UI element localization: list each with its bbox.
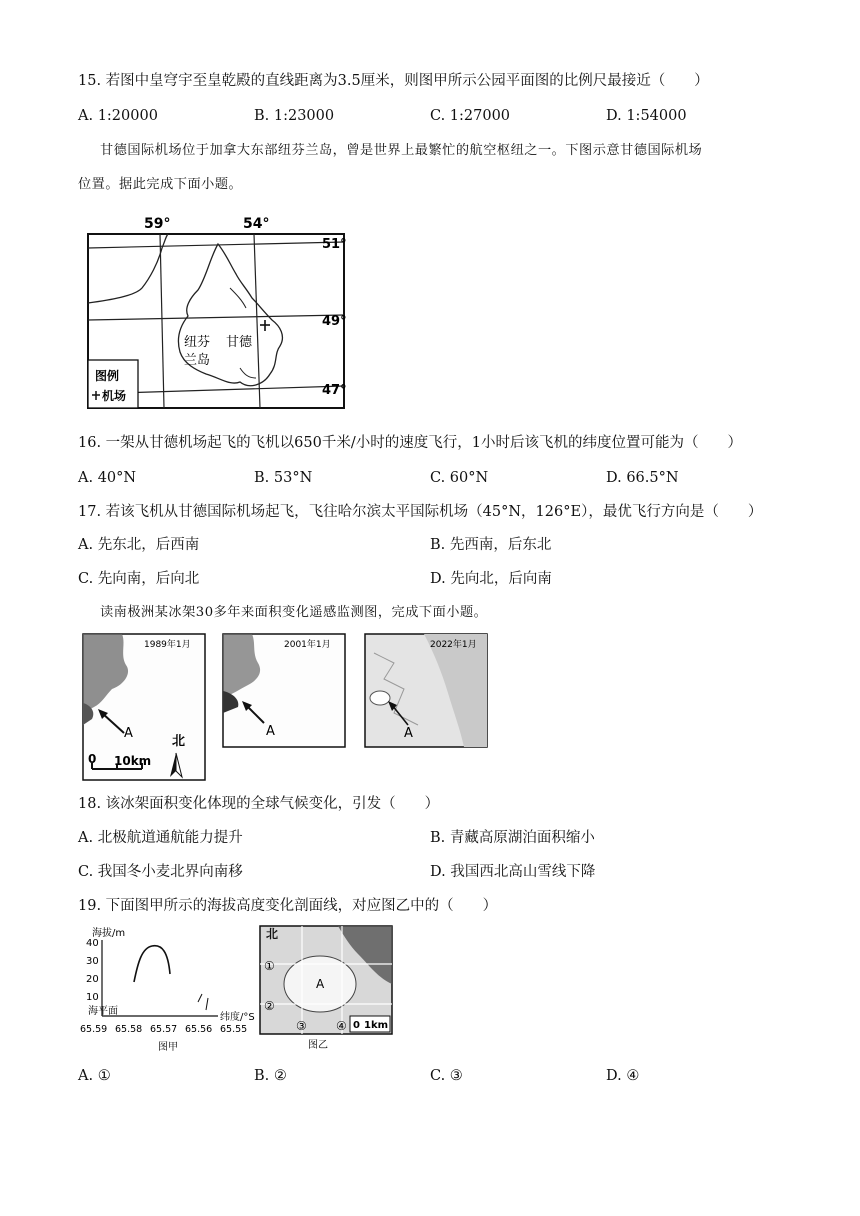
profile-ylabel: 海拔/m — [92, 928, 126, 939]
q17-option-a[interactable]: A. 先东北，后西南 — [78, 537, 200, 553]
sea-level-label: 海平面 — [88, 1006, 118, 1017]
intro-gander-line2: 位置。据此完成下面小题。 — [78, 177, 243, 192]
city-label: 甘德 — [226, 335, 253, 350]
q18-option-d[interactable]: D. 我国西北高山雪线下降 — [430, 864, 596, 880]
xtick-5: 65.55 — [220, 1024, 248, 1035]
lat-label-49: 49° — [322, 314, 347, 329]
q15-option-a[interactable]: A. 1:20000 — [78, 108, 158, 124]
ytick-40: 40 — [86, 938, 99, 949]
scale-label: 10km — [114, 754, 152, 768]
marker-4: ④ — [336, 1019, 347, 1033]
ytick-20: 20 — [86, 974, 99, 985]
ice-panel-2022 — [364, 633, 488, 748]
map-yi — [258, 924, 394, 1052]
q15-option-b[interactable]: B. 1:23000 — [254, 108, 335, 124]
q18-option-c[interactable]: C. 我国冬小麦北界向南移 — [78, 864, 243, 880]
q18-option-a[interactable]: A. 北极航道通航能力提升 — [78, 830, 243, 846]
q16-option-d[interactable]: D. 66.5°N — [606, 470, 679, 486]
map-yi-scale-label: 1km — [364, 1020, 389, 1031]
ytick-10: 10 — [86, 992, 99, 1003]
q16-stem: 16. 一架从甘德机场起飞的飞机以650千米/小时的速度飞行，1小时后该飞机的纬度位置可能为（ ） — [78, 435, 742, 451]
lat-label-47: 47° — [322, 383, 347, 398]
q17-stem: 17. 若该飞机从甘德国际机场起飞，飞往哈尔滨太平国际机场（45°N，126°E），最优飞行方向是（ ） — [78, 504, 763, 520]
q15-stem: 15. 若图中皇穹宇至皇乾殿的直线距离为3.5厘米，则图甲所示公园平面图的比例尺最接近（ ） — [78, 73, 709, 89]
island-label-1: 纽芬 — [184, 335, 211, 350]
lon-label-54: 54° — [243, 216, 270, 232]
map-yi-a: A — [316, 977, 325, 991]
intro-ice: 读南极洲某冰架30多年来面积变化遥感监测图，完成下面小题。 — [100, 605, 488, 620]
profile-xlabel: 纬度/°S — [220, 1012, 255, 1023]
xtick-3: 65.57 — [150, 1024, 178, 1035]
island-label-2: 兰岛 — [184, 353, 211, 368]
xtick-1: 65.59 — [80, 1024, 108, 1035]
q17-option-c[interactable]: C. 先向南，后向北 — [78, 571, 200, 587]
marker-1: ① — [264, 959, 275, 973]
q19-option-d[interactable]: D. ④ — [606, 1068, 640, 1084]
q19-option-b[interactable]: B. ② — [254, 1068, 287, 1084]
intro-gander-line1: 甘德国际机场位于加拿大东部纽芬兰岛，曾是世界上最繁忙的航空枢纽之一。下图示意甘德国际机场 — [100, 143, 703, 158]
profile-chart — [78, 922, 262, 1056]
ice-date-2001: 2001年1月 — [284, 640, 331, 650]
ice-a-label-1989: A — [124, 726, 133, 741]
profile-caption: 图甲 — [158, 1042, 178, 1053]
ice-date-2022: 2022年1月 — [430, 640, 477, 650]
lon-label-59: 59° — [144, 216, 171, 232]
scale-zero: 0 — [88, 752, 97, 766]
q18-option-b[interactable]: B. 青藏高原湖泊面积缩小 — [430, 830, 595, 846]
q19-stem: 19. 下面图甲所示的海拔高度变化剖面线，对应图乙中的（ ） — [78, 898, 498, 914]
ice-panel-2001 — [222, 633, 346, 748]
ice-a-label-2022: A — [404, 726, 413, 741]
map-yi-caption: 图乙 — [308, 1040, 328, 1051]
ice-panel-1989 — [82, 633, 206, 781]
q16-option-c[interactable]: C. 60°N — [430, 470, 489, 486]
q18-stem: 18. 该冰架面积变化体现的全球气候变化，引发（ ） — [78, 796, 440, 812]
q19-option-a[interactable]: A. ① — [78, 1068, 111, 1084]
xtick-2: 65.58 — [115, 1024, 143, 1035]
ice-a-label-2001: A — [266, 724, 275, 739]
north-label: 北 — [172, 734, 186, 749]
legend-item: 机场 — [102, 389, 127, 403]
lat-label-51: 51° — [322, 237, 347, 252]
xtick-4: 65.56 — [185, 1024, 213, 1035]
marker-3: ③ — [296, 1019, 307, 1033]
q17-option-d[interactable]: D. 先向北，后向南 — [430, 571, 552, 587]
q15-option-c[interactable]: C. 1:27000 — [430, 108, 511, 124]
ytick-30: 30 — [86, 956, 99, 967]
q17-option-b[interactable]: B. 先西南，后东北 — [430, 537, 552, 553]
marker-2: ② — [264, 999, 275, 1013]
q15-option-d[interactable]: D. 1:54000 — [606, 108, 687, 124]
map-yi-north: 北 — [266, 927, 279, 941]
q16-option-a[interactable]: A. 40°N — [78, 470, 137, 486]
map-yi-scale-zero: 0 — [353, 1020, 360, 1031]
ice-date-1989: 1989年1月 — [144, 640, 191, 650]
q16-option-b[interactable]: B. 53°N — [254, 470, 313, 486]
q19-option-c[interactable]: C. ③ — [430, 1068, 463, 1084]
gander-map — [80, 208, 360, 414]
legend-title: 图例 — [95, 369, 120, 383]
